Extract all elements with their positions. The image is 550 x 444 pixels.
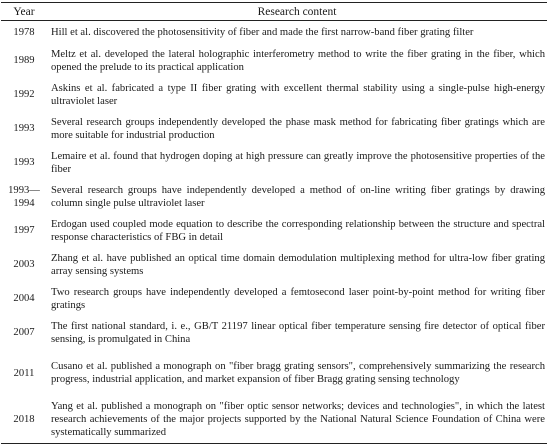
cell-year: 1993 bbox=[13, 157, 35, 168]
cell-content: Askins et al. fabricated a type II fiber grating with excellent thermal stability using a single-pulse high-energy ultraviolet laser bbox=[51, 82, 545, 107]
table-header-row bbox=[1, 3, 547, 21]
cell-content: Zhang et al. have published an optical time domain demodulation multiplexing method for ultra-low fiber grating array sensing systems bbox=[51, 252, 545, 277]
table-row bbox=[1, 180, 547, 214]
table-row bbox=[1, 78, 547, 112]
table-row bbox=[1, 112, 547, 146]
cell-content: Several research groups independently developed the phase mask method for fabricating fiber gratings which are more suitable for industrial production bbox=[51, 116, 545, 141]
research-history-table bbox=[1, 2, 547, 444]
header-research-content: Research content bbox=[257, 5, 337, 18]
cell-content: Two research groups have independently developed a femtosecond laser point-by-point method for writing fiber gratings bbox=[51, 286, 545, 311]
table-row bbox=[1, 214, 547, 248]
cell-year: 1997 bbox=[13, 225, 35, 236]
cell-year: 2004 bbox=[13, 293, 35, 304]
table-row bbox=[1, 21, 547, 44]
cell-year: 1992 bbox=[13, 89, 35, 100]
cell-content: The first national standard, i. e., GB/T 21197 linear optical fiber temperature sensing fire detector of optical fiber sensing, is promulgated in China bbox=[51, 320, 545, 345]
cell-year: 1993 bbox=[13, 123, 35, 134]
cell-year: 1989 bbox=[13, 55, 35, 66]
table-row bbox=[1, 282, 547, 316]
cell-year: 1993—1994 bbox=[8, 184, 40, 209]
cell-content: Cusano et al. published a monograph on "fiber bragg grating sensors", comprehensively summarizing the research progress, industrial application, and market expansion of fiber Bragg grating sensing technology bbox=[51, 361, 545, 385]
cell-content: Hill et al. discovered the photosensitivity of fiber and made the first narrow-band fiber grating filter bbox=[51, 26, 474, 38]
table-row bbox=[1, 350, 547, 397]
cell-year: 2018 bbox=[13, 414, 35, 426]
cell-year: 1978 bbox=[13, 26, 35, 38]
header-year: Year bbox=[13, 5, 35, 18]
cell-content: Meltz et al. developed the lateral holographic interferometry method to write the fiber grating in the fiber, which opened the prelude to its practical application bbox=[51, 48, 545, 73]
cell-content: Lemaire et al. found that hydrogen doping at high pressure can greatly improve the photosensitive properties of the fiber bbox=[51, 150, 545, 175]
cell-content: Erdogan used coupled mode equation to describe the corresponding relationship between the structure and spectral response characteristics of FBG in detail bbox=[51, 218, 545, 243]
table-row bbox=[1, 146, 547, 180]
table-row bbox=[1, 248, 547, 282]
table-row bbox=[1, 397, 547, 444]
cell-year: 2011 bbox=[13, 367, 35, 379]
cell-content: Yang et al. published a monograph on "fiber optic sensor networks; devices and technologies", in which the latest research achievements of the major projects supported by the National Natural Science Foundation of China were systematically summarized bbox=[51, 401, 545, 439]
cell-year: 2003 bbox=[13, 259, 35, 270]
table-row bbox=[1, 44, 547, 78]
cell-year: 2007 bbox=[13, 327, 35, 338]
cell-content: Several research groups have independently developed a method of on-line writing fiber gratings by drawing column single pulse ultraviolet laser bbox=[51, 184, 545, 209]
table-row bbox=[1, 316, 547, 350]
